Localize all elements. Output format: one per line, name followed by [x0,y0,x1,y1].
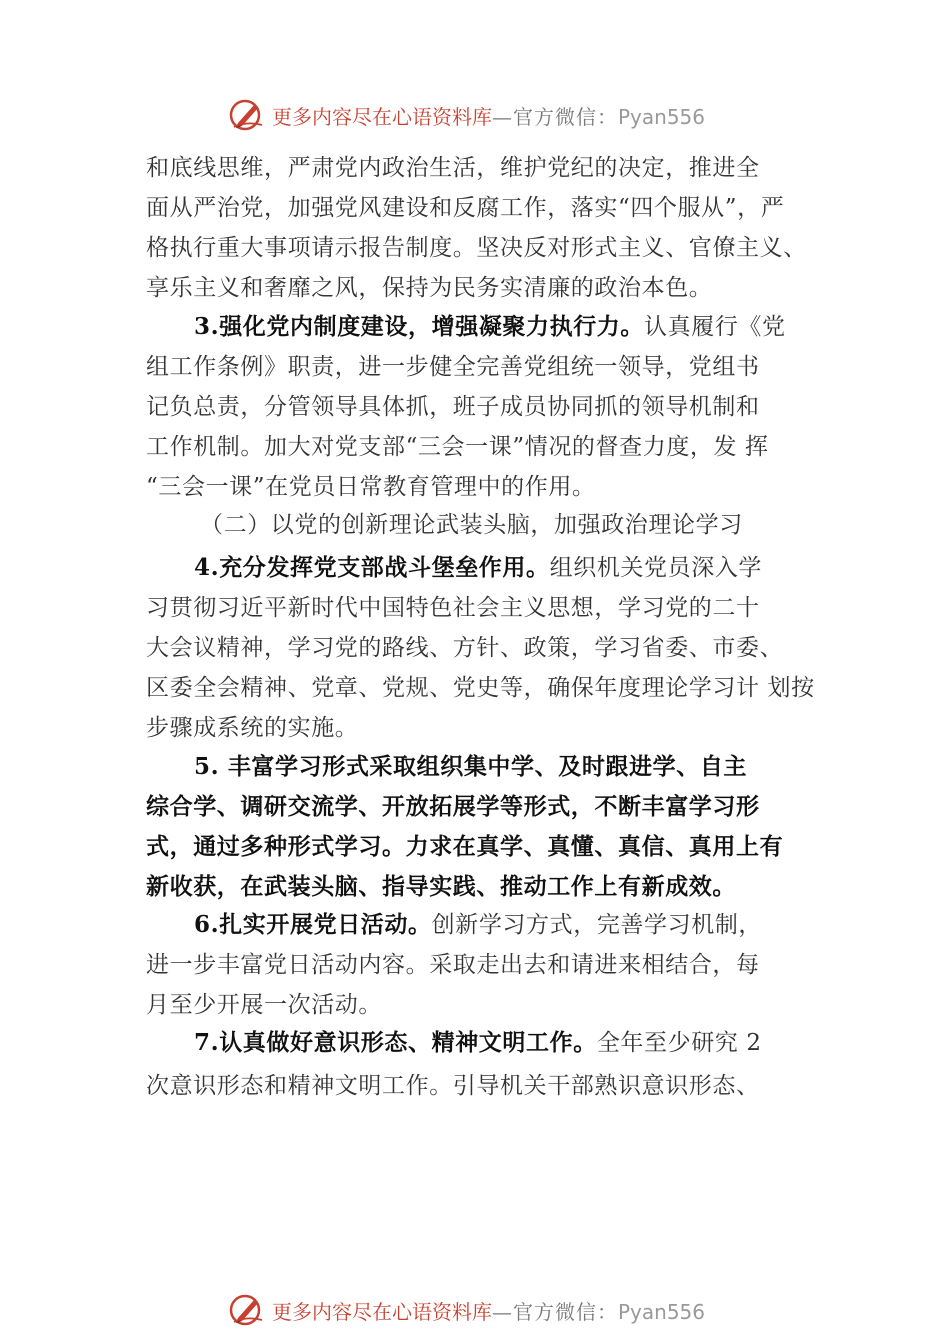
text-line-first [194,1027,762,1059]
item-title: 4.充分发挥党支部战斗堡垒作用。 [194,554,550,581]
item-text: 组织机关党员深入学 [549,555,763,581]
text-line: 组工作条例》职责，进一步健全完善党组统一领导，党组书 [146,354,760,380]
text-line: 格执行重大事项请示报告制度。坚决反对形式主义、官僚主义、 [146,235,807,261]
item-text: 认真履行《党 [644,314,786,340]
text-line: “三会一课”在党员日常教育管理中的作用。 [146,474,596,500]
text-line: 式，通过多种形式学习。力求在真学、真懂、真信、真用上有 [146,833,784,860]
watermark-official: 官方微信： [513,105,618,129]
heading-text: （二）以党的创新理论武装头脑，加强政治理论学习 [200,512,743,538]
watermark-text [272,101,705,130]
watermark-dash: — [492,1300,513,1324]
text-line: 综合学、调研交流学、开放拓展学等形式，不断丰富学习形 [146,793,760,820]
item-title: 7.认真做好意识形态、精神文明工作。 [194,1029,597,1056]
text-line: 次意识形态和精神文明工作。引导机关干部熟识意识形态、 [146,1073,760,1099]
text-line-first [194,552,762,584]
text-line: 大会议精神，学习党的路线、方针、政策，学习省委、市委、 [146,635,784,661]
watermark-wechat-id: Pyan556 [618,105,706,129]
item-text: 创新学习方式，完善学习机制， [431,912,763,938]
item-title: 3.强化党内制度建设，增强凝聚力执行力。 [194,313,645,340]
watermark-source: 更多内容尽在心语资料库 [272,105,492,129]
watermark-wechat-id: Pyan556 [618,1300,706,1324]
text-line: 区委全会精神、党章、党规、党史等，确保年度理论学习计 划按 [146,675,815,701]
text-line: 步骤成系统的实施。 [146,715,359,741]
watermark-official: 官方微信： [513,1300,618,1324]
pen-logo-icon [228,97,266,133]
text-line-first [194,909,762,941]
watermark-dash: — [492,105,513,129]
text-line: 面从严治党，加强党风建设和反腐工作，落实“四个服从”，严 [146,195,785,221]
text-line: 记负总责，分管领导具体抓，班子成员协同抓的领导机制和 [146,394,760,420]
text-line: 享乐主义和奢靡之风，保持为民务实清廉的政治本色。 [146,275,713,301]
item-text: 全年至少研究 2 [596,1030,762,1056]
watermark-source: 更多内容尽在心语资料库 [272,1300,492,1324]
text-line-first [194,311,786,343]
text-line: 5. 丰富学习形式采取组织集中学、及时跟进学、自主 [194,753,748,780]
text-line: 和底线思维，严肃党内政治生活，维护党纪的决定，推进全 [146,155,760,181]
pen-logo-icon [228,1292,266,1328]
text-line: 习贯彻习近平新时代中国特色社会主义思想，学习党的二十 [146,595,760,621]
watermark-banner-bottom [0,1290,950,1330]
text-line: 新收获，在武装头脑、指导实践、推动工作上有新成效。 [146,873,736,900]
item-title: 6.扎实开展党日活动。 [194,911,432,938]
text-line: 月至少开展一次活动。 [146,992,382,1018]
text-line: 进一步丰富党日活动内容。采取走出去和请进来相结合，每 [146,952,760,978]
watermark-text [272,1296,705,1325]
watermark-banner-top [0,95,950,135]
text-line: 工作机制。加大对党支部“三会一课”情况的督查力度，发 挥 [146,434,769,460]
